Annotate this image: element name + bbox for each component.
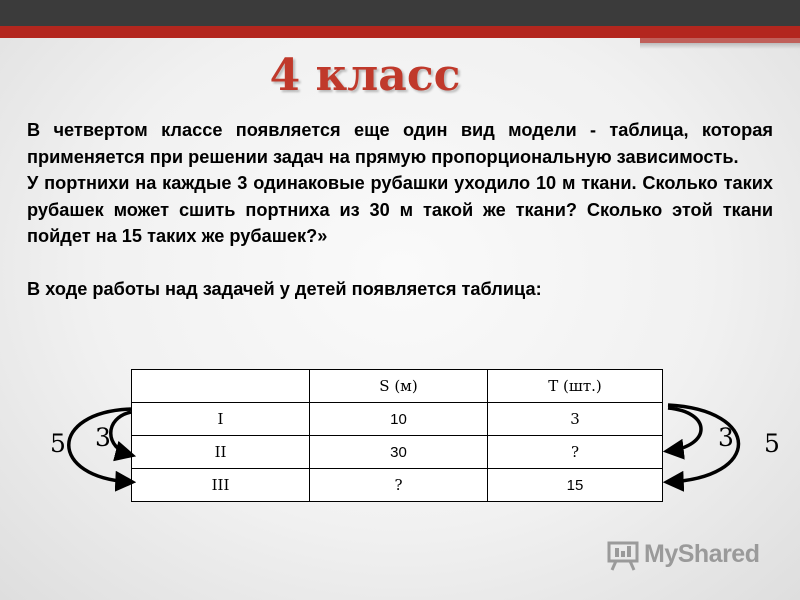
presentation-board-icon bbox=[606, 538, 640, 572]
table-cell: III bbox=[132, 469, 310, 502]
paragraph-intro: В четвертом классе появляется еще один вид модели - таблица, которая применяется при решении задач на прямую пропорциональную зависимость. bbox=[27, 120, 773, 167]
paragraph-problem: У портнихи на каждые 3 одинаковые рубашки уходило 10 м ткани. Сколько таких рубашек может сшить портниха из 30 м такой же ткани? Сколько этой ткани пойдет на 15 таких же рубашек?» bbox=[27, 173, 773, 246]
table-cell: ? bbox=[488, 436, 663, 469]
table-header-cell: T (шт.) bbox=[488, 370, 663, 403]
table-cell: I bbox=[132, 403, 310, 436]
left-outer-factor: 5 bbox=[50, 429, 66, 458]
table-cell: 15 bbox=[488, 469, 663, 502]
left-inner-factor: 3 bbox=[95, 423, 111, 452]
slide-title: 4 класс bbox=[269, 50, 461, 101]
table-cell: 3 bbox=[488, 403, 663, 436]
paragraph-table-intro: В ходе работы над задачей у детей появляется таблица: bbox=[27, 278, 542, 299]
table-cell: 30 bbox=[310, 436, 488, 469]
right-inner-factor: 3 bbox=[718, 423, 734, 452]
table-cell: 10 bbox=[310, 403, 488, 436]
watermark-text: MyShared bbox=[644, 540, 760, 568]
right-inner-arrow bbox=[668, 408, 701, 451]
left-inner-arrow bbox=[111, 412, 131, 455]
table-header-cell: S (м) bbox=[310, 370, 488, 403]
table-cell: II bbox=[132, 436, 310, 469]
right-outer-factor: 5 bbox=[764, 429, 780, 458]
table-cell: ? bbox=[310, 469, 488, 502]
watermark bbox=[606, 538, 776, 572]
